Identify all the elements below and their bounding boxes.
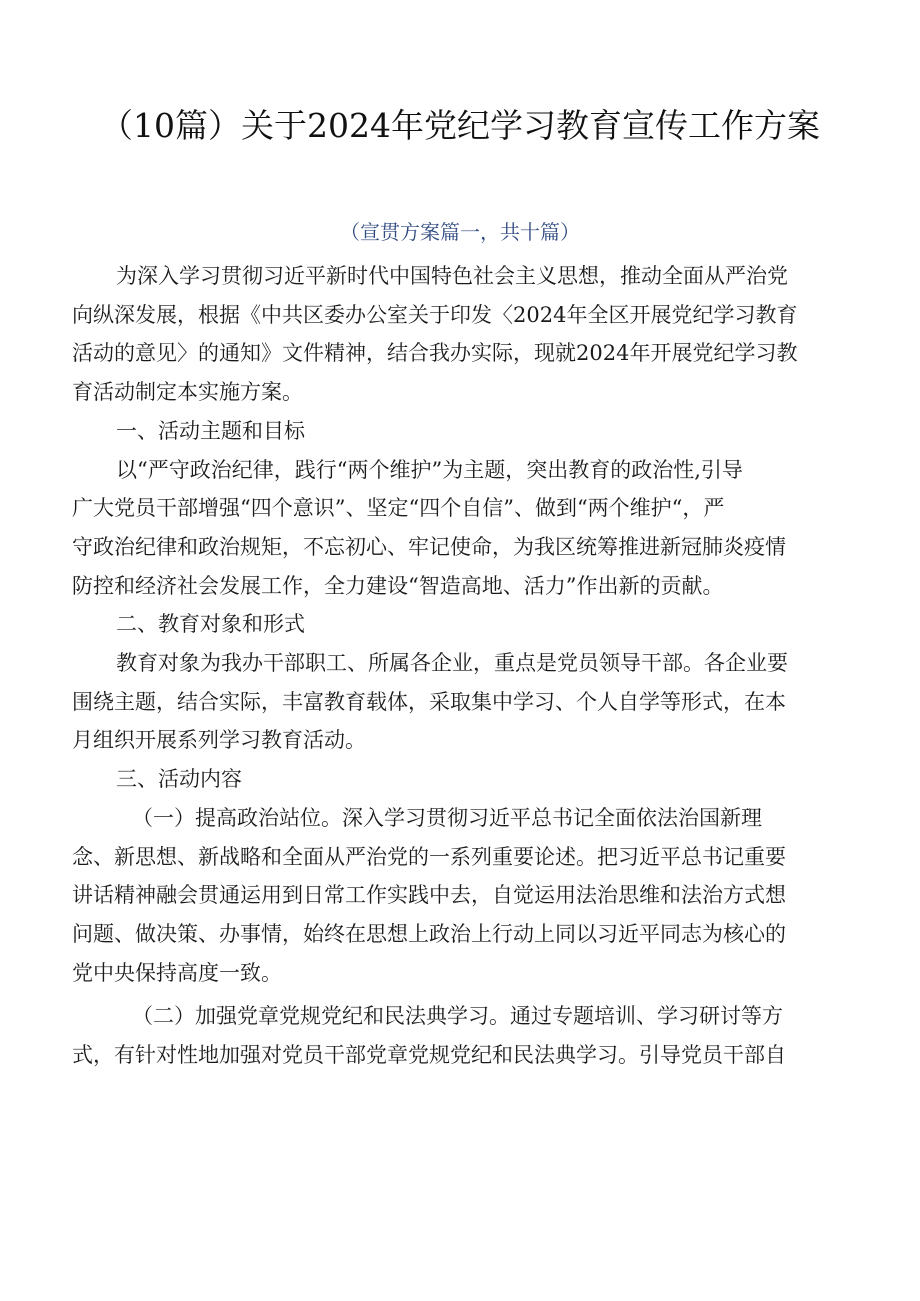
text-line: 式，有针对性地加强对党员干部党章党规党纪和民法典学习。引导党员干部自 [72, 1043, 786, 1068]
paragraph-intro [72, 257, 862, 412]
text-line: 月组织开展系列学习教育活动。 [72, 728, 366, 753]
document-title: （10篇）关于2024年党纪学习教育宣传工作方案 [100, 106, 820, 145]
text-line: （一）提高政治站位。深入学习贯彻习近平总书记全面依法治国新理 [132, 805, 762, 830]
text-line: 围绕主题，结合实际，丰富教育载体，采取集中学习、个人自学等形式，在本 [72, 689, 786, 714]
text-line: 活动的意见〉的通知》文件精神，结合我办实际，现就2024年开展党纪学习教 [72, 341, 798, 366]
text-line: 为深入学习贯彻习近平新时代中国特色社会主义思想，推动全面从严治党 [116, 264, 788, 288]
paragraph-item-1 [72, 799, 862, 993]
text-line: （二）加强党章党规党纪和民法典学习。通过专题培训、学习研讨等方 [132, 1004, 783, 1029]
paragraph-item-2 [72, 997, 862, 1074]
section-heading-3 [72, 760, 862, 799]
text-line: 问题、做决策、办事情，始终在思想上政治上行动上同以习近平同志为核心的 [72, 921, 786, 946]
text-line: 防控和经济社会发展工作，全力建设“智造高地、活力”作出新的贡献。 [72, 573, 724, 598]
document-body [72, 257, 862, 1075]
text-line: 育活动制定本实施方案。 [72, 380, 303, 405]
text-line: 以“严守政治纪律，践行“两个维护”为主题，突出教育的政治性,引导 [116, 457, 743, 482]
section-heading-2 [72, 605, 862, 644]
section-heading-1 [72, 412, 862, 451]
text-line: 二、教育对象和形式 [116, 612, 305, 637]
text-line: 念、新思想、新战略和全面从严治党的一系列重要论述。把习近平总书记重要 [72, 844, 786, 869]
text-line: 讲话精神融会贯通运用到日常工作实践中去，自觉运用法治思维和法治方式想 [72, 883, 786, 908]
text-line: 守政治纪律和政治规矩，不忘初心、牢记使命，为我区统筹推进新冠肺炎疫情 [72, 534, 786, 559]
paragraph-audience [72, 644, 862, 760]
text-line: 向纵深发展，根据《中共区委办公室关于印发〈2024年全区开展党纪学习教育 [72, 302, 798, 327]
text-line: 三、活动内容 [116, 767, 242, 792]
document-subtitle: （宣贯方案篇一，共十篇） [340, 220, 580, 244]
text-line: 教育对象为我办干部职工、所属各企业，重点是党员领导干部。各企业要 [116, 651, 788, 676]
text-line: 广大党员干部增强“四个意识”、坚定“四个自信”、做到“两个维护“，严 [72, 496, 725, 521]
text-line: 党中央保持高度一致。 [72, 960, 282, 985]
paragraph-theme [72, 451, 862, 606]
text-line: 一、活动主题和目标 [116, 418, 305, 443]
